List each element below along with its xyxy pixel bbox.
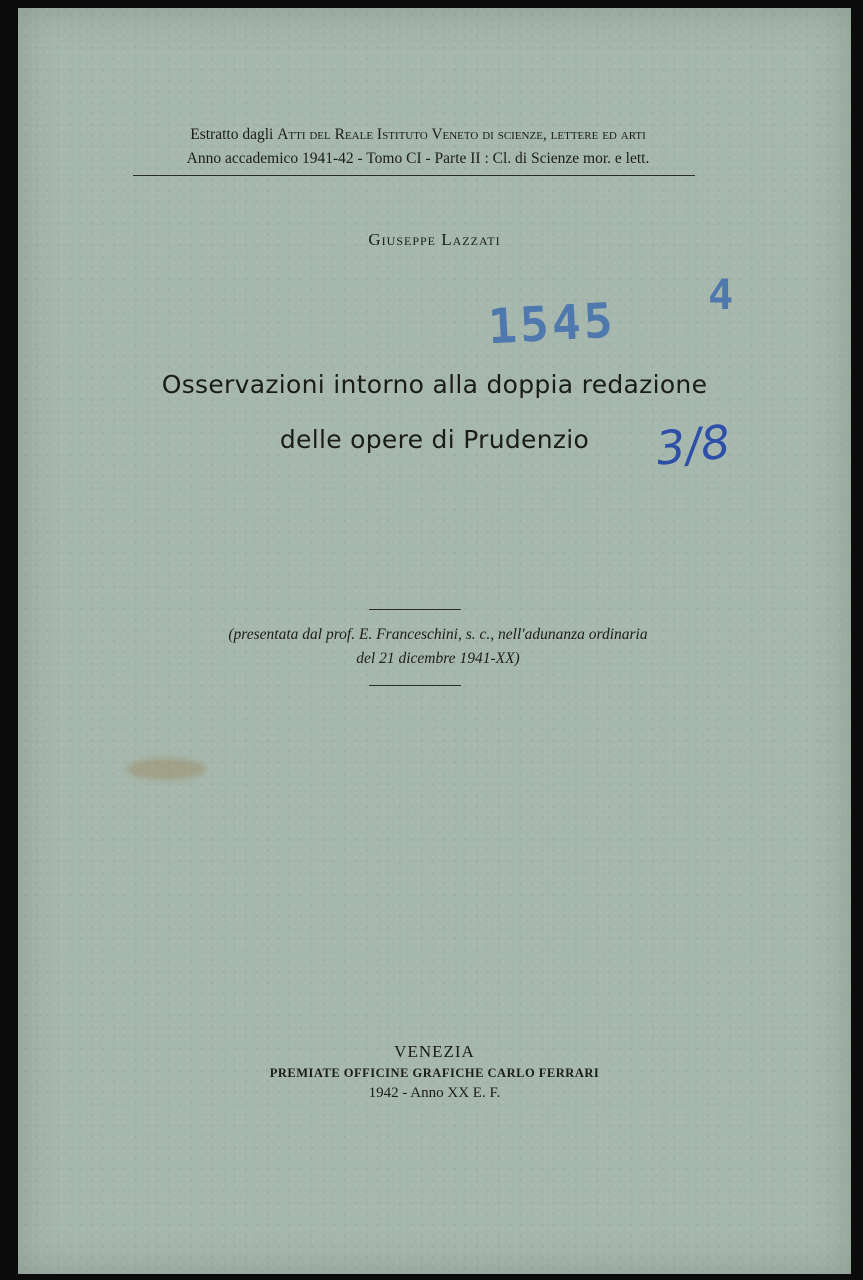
header-line-2: Anno accademico 1941-42 - Tomo CI - Parte II : Cl. di Scienze mor. e lett. xyxy=(186,150,650,167)
presentation-rule-top xyxy=(369,609,461,610)
handwritten-shelfmark: 3/8 xyxy=(653,414,733,476)
header-line-1 xyxy=(118,126,718,144)
imprint-printer: PREMIATE OFFICINE GRAFICHE CARLO FERRARI xyxy=(269,1066,600,1080)
library-stamp-number: 1545 xyxy=(486,292,617,356)
presentation-rule-bottom xyxy=(369,685,461,686)
presentation-line-2: del 21 dicembre 1941-XX) xyxy=(356,650,520,667)
title-line-1: Osservazioni intorno alla doppia redazione xyxy=(161,370,708,399)
title-line-2: delle opere di Prudenzio xyxy=(279,425,590,454)
imprint-year: 1942 - Anno XX E. F. xyxy=(368,1085,501,1101)
library-stamp-digit: 4 xyxy=(708,270,734,319)
imprint-city: VENEZIA xyxy=(394,1042,475,1061)
document-cover xyxy=(18,8,851,1274)
header-rule xyxy=(133,175,695,176)
header-lead-text: Estratto dagli xyxy=(190,126,274,143)
author-name: Giuseppe Lazzati xyxy=(368,230,501,249)
presentation-line-1: (presentata dal prof. E. Franceschini, s. c., nell'adunanza ordinaria xyxy=(228,626,648,643)
paper-stain xyxy=(126,758,206,780)
header-journal-name: Atti del Reale Istituto Veneto di scienze, lettere ed arti xyxy=(277,126,646,143)
